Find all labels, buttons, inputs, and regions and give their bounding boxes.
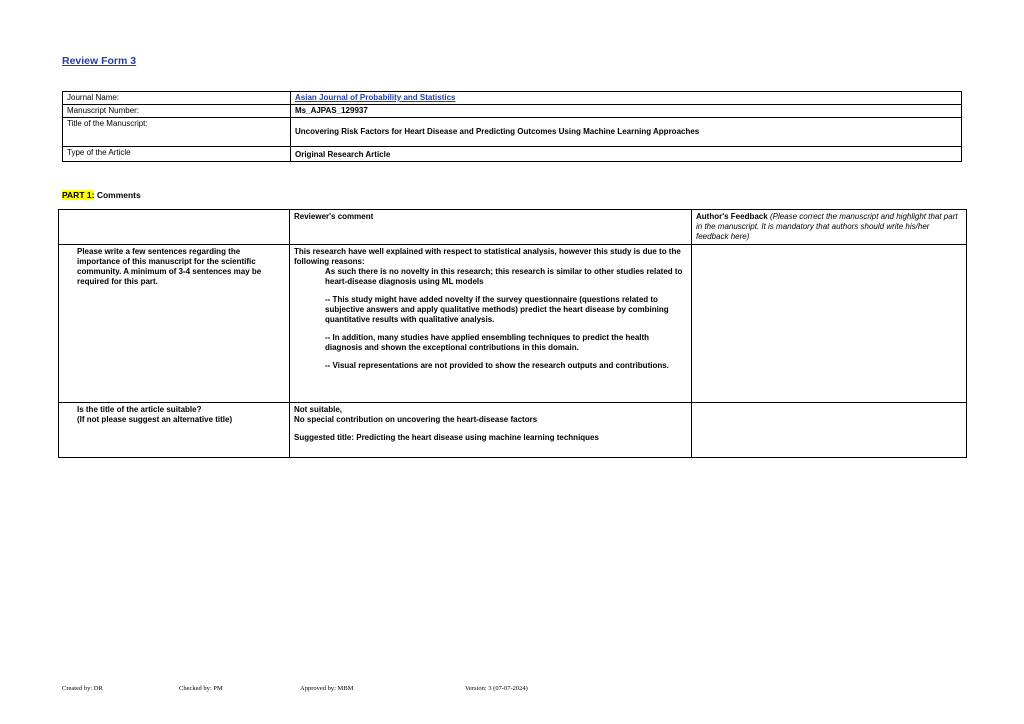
journal-name-label: Journal Name: <box>63 92 291 105</box>
author-feedback-label: Author's Feedback <box>696 212 768 221</box>
part1-label: Comments <box>96 190 141 200</box>
comments-table <box>58 209 967 458</box>
manuscript-title-label: Title of the Manuscript: <box>63 118 291 147</box>
journal-name-link[interactable]: Asian Journal of Probability and Statistics <box>295 93 456 102</box>
footer-created-by: Created by: DR <box>62 685 103 692</box>
article-type-value: Original Research Article <box>291 147 962 162</box>
reviewer-comment-importance <box>290 245 692 403</box>
comments-header-row <box>59 210 967 245</box>
footer-approved-by: Approved by: MBM <box>300 685 354 692</box>
question-title-line1: Is the title of the article suitable? <box>77 405 202 414</box>
comment-row-title <box>59 403 967 458</box>
comment-row-importance <box>59 245 967 403</box>
footer-version: Version: 3 (07-07-2024) <box>465 685 528 692</box>
comment-point-3: -- In addition, many studies have applied ensembling techniques to predict the health diagnosis and shown the exceptional contributions in this domain. <box>325 333 650 352</box>
title-comment-line2: No special contribution on uncovering the heart-disease factors <box>294 415 538 424</box>
header-empty-cell <box>59 210 290 245</box>
author-feedback-importance[interactable] <box>692 245 967 403</box>
part1-highlight: PART 1: <box>62 190 95 200</box>
header-reviewer-comment: Reviewer's comment <box>290 210 692 245</box>
manuscript-title-value: Uncovering Risk Factors for Heart Disease and Predicting Outcomes Using Machine Learning Approaches <box>291 118 962 147</box>
header-author-feedback <box>692 210 967 245</box>
article-type-row <box>63 147 962 162</box>
comment-intro: This research have well explained with respect to statistical analysis, however this study is due to the following reasons: <box>294 247 681 266</box>
title-comment-line1: Not suitable, <box>294 405 343 414</box>
manuscript-info-table <box>62 91 962 162</box>
question-title <box>59 403 290 458</box>
question-title-line2: (If not please suggest an alternative title) <box>77 415 233 424</box>
part1-heading <box>62 190 141 200</box>
question-importance: Please write a few sentences regarding the importance of this manuscript for the scientific community. A minimum of 3-4 sentences may be required for this part. <box>59 245 290 403</box>
title-comment-line3: Suggested title: Predicting the heart disease using machine learning techniques <box>294 433 599 442</box>
manuscript-number-row <box>63 105 962 118</box>
author-feedback-note: (Please correct the manuscript and highlight that part in the manuscript. It is mandatory that authors should write his/her feedback here) <box>696 212 958 241</box>
manuscript-title-row <box>63 118 962 147</box>
form-title: Review Form 3 <box>62 55 137 67</box>
manuscript-number-label: Manuscript Number: <box>63 105 291 118</box>
footer-checked-by: Checked by: PM <box>179 685 223 692</box>
comment-point-4: -- Visual representations are not provided to show the research outputs and contributions. <box>325 361 669 370</box>
comment-point-2: -- This study might have added novelty if the survey questionnaire (questions related to subjective answers and apply qualitative methods) predict the heart disease by combining quantitative results with qualitative analysis. <box>325 295 669 324</box>
manuscript-number-value: Ms_AJPAS_129937 <box>291 105 962 118</box>
author-feedback-title[interactable] <box>692 403 967 458</box>
reviewer-comment-title <box>290 403 692 458</box>
journal-name-row <box>63 92 962 105</box>
comment-point-1: As such there is no novelty in this research; this research is similar to other studies related to heart-disease diagnosis using ML models <box>325 267 683 286</box>
article-type-label: Type of the Article <box>63 147 291 162</box>
